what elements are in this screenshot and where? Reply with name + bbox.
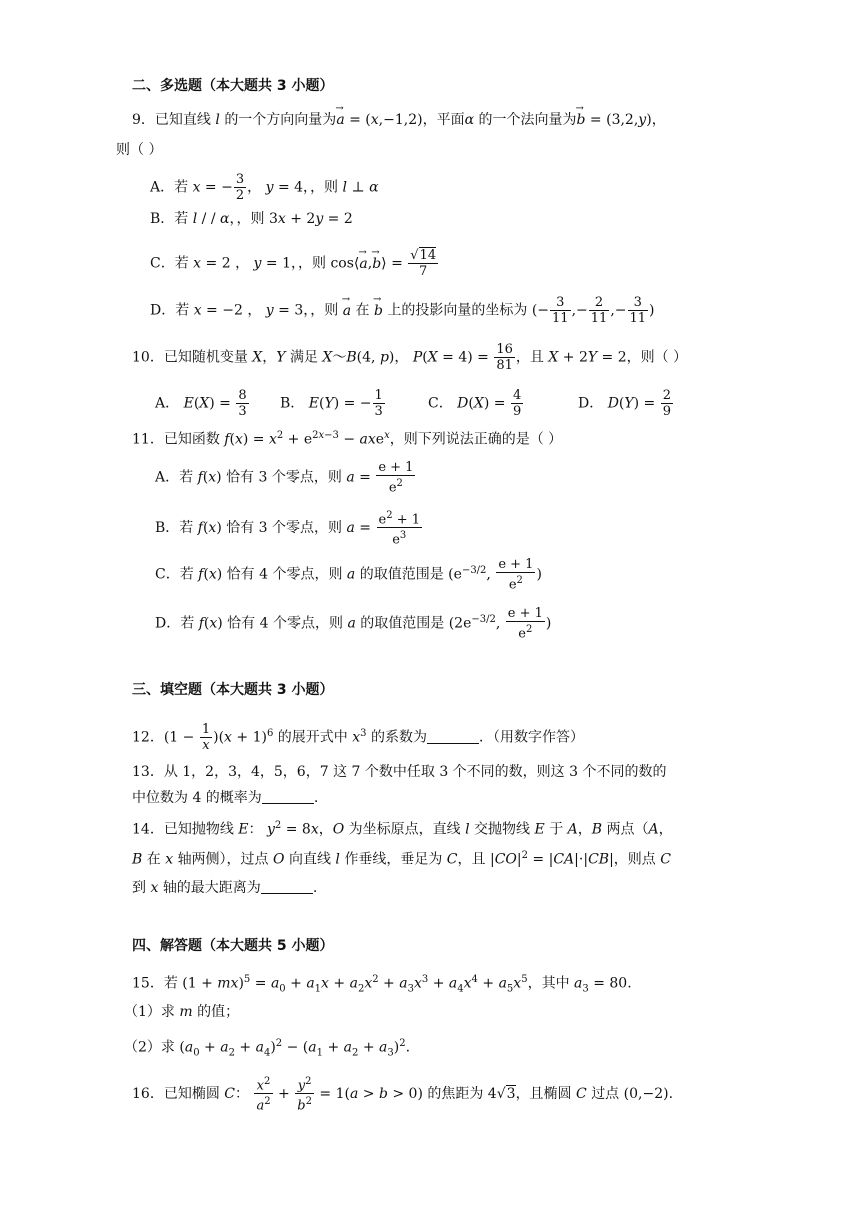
question-10-option-d: D． D(Y) = $\frac{2}{9}$	[578, 388, 672, 419]
question-14-line-1: 14．已知抛物线 E： $y^2 = 8x$，O 为坐标原点，直线 l 交抛物线 E 于 A，B 两点（A，	[132, 820, 673, 838]
question-10-option-c: C． D(X) = $\frac{4}{9}$	[428, 388, 522, 419]
question-9-option-d: D．若 x = −2 ， y = 3，，则 → a 在 → b 上的投影向量的坐标为 (− $\frac{3}{11}$ ,− $\frac{2}{11}$ ,− $\frac{3}{11}$ )	[150, 295, 655, 326]
question-10-option-b: B． E(Y) = − $\frac{1}{3}$	[280, 388, 383, 419]
question-11-option-d: D．若 f(x) 恰有 4 个零点，则 a 的取值范围是 ($2e^{-3/2}$, $\frac{e + 1}{e^2}$ )	[155, 606, 552, 642]
question-14-line-3: 到 x 轴的最大距离为 .	[132, 880, 318, 896]
answer-blank-12[interactable]	[427, 729, 479, 744]
section-header-multi: 二、多选题（本大题共 3 小题）	[132, 78, 334, 94]
question-15-part-2: （2）求 $(a_0 + a_2 + a_4)^2 - (a_1 + a_2 + a_3)^2$.	[124, 1038, 411, 1059]
question-13-line-2: 中位数为 4 的概率为 .	[132, 790, 319, 806]
question-15-stem: 15．若 $(1 + mx)^5 = a_0 + a_1x + a_2x^2 + a_3x^3 + a_4x^4 + a_5x^5$，其中 $a_3 = 80$.	[132, 974, 632, 995]
question-9-option-c: C．若 x = 2 ， y = 1，，则 cos⟨→ a,→ b⟩ = $\frac{√14}{7}$	[150, 248, 439, 279]
question-9-option-a: A．若 x = − $\frac{3}{2}$ ， y = 4，，则 l ⊥ α	[150, 172, 379, 203]
question-16-stem: 16．已知椭圆 C： $\frac{x^2}{a^2}$ + $\frac{y^2}{b^2}$ = 1(a > b > 0) 的焦距为 4√3，且椭圆 C 过点 (0,−2).	[132, 1076, 674, 1114]
section-header-solve: 四、解答题（本大题共 5 小题）	[132, 938, 334, 954]
question-11-stem: 11．已知函数 $f(x) = x^2 + e^{2x-3} - axe^x$，则下列说法正确的是（ ）	[132, 430, 563, 448]
question-9-option-b: B．若 l / / α，，则 3x + 2y = 2	[150, 211, 353, 227]
question-10-option-a: A． E(X) = $\frac{8}{3}$	[155, 388, 247, 419]
question-11-option-c: C．若 f(x) 恰有 4 个零点，则 a 的取值范围是 ($e^{-3/2}$, $\frac{e + 1}{e^2}$ )	[155, 557, 542, 593]
question-12: 12．(1 − $\frac{1}{x}$ )$(x + 1)^6$ 的展开式中 $x^3$ 的系数为 ．（用数字作答）	[132, 722, 584, 753]
question-10-stem: 10．已知随机变量 X，Y 满足 X～B(4, p)， P(X = 4) = $\frac{16}{81}$ ，且 X + 2Y = 2，则（ ）	[132, 342, 688, 373]
question-15-part-1: （1）求 m 的值；	[124, 1004, 240, 1020]
question-11-option-a: A．若 f(x) 恰有 3 个零点，则 a = $\frac{e + 1}{e^2}$	[155, 460, 414, 496]
section-header-fill: 三、填空题（本大题共 3 小题）	[132, 682, 334, 698]
question-9-stem-cont: 则（ ）	[116, 142, 163, 158]
question-14-line-2: B 在 x 轴两侧），过点 O 向直线 l 作垂线，垂足为 C，且 $|CO|^2 = |CA|\cdot|CB|$，则点 C	[132, 850, 671, 868]
question-13-line-1: 13．从 1，2，3，4，5，6，7 这 7 个数中任取 3 个不同的数，则这 3 个不同的数的	[132, 764, 667, 780]
answer-blank-14[interactable]	[261, 879, 313, 894]
question-9-stem: 9．已知直线 l 的一个方向向量为→ a = (x,−1,2)，平面α 的一个法向量为→ b = (3,2,y)，	[132, 110, 666, 130]
answer-blank-13[interactable]	[262, 789, 314, 804]
question-11-option-b: B．若 f(x) 恰有 3 个零点，则 a = $\frac{e^2 + 1}{e^3}$	[155, 510, 421, 548]
